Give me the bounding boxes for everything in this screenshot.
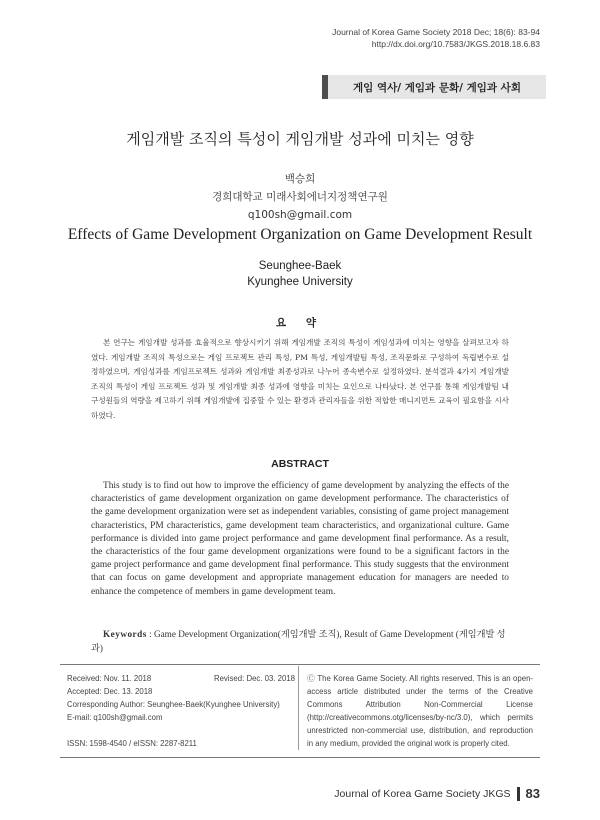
abstract-body-korean: 본 연구는 게임개발 성과를 효율적으로 향상시키기 위해 게임개발 조직의 특성이 게임성과에 미치는 영향을 살펴보고자 하였다. 게임개발 조직의 특성으로는 게임 프로젝트 관리 특성, PM 특성, 게임개발팀 특성, 조직문화로 구성하여 독립변수로 설정하였으며, 게임성과를 게임프로젝트 성과와 게임개발 최종성과로 나누어 종속변수로 설정하였다. 분석결과 4가지 게임개발 조직의 특성이 게임 프로젝트 성과 및 게임개발 최종 성과에 영향을 미치는 요인으로 나타났다. 본 연구를 통해 게임개발팀 내 구성원들의 역량을 제고하기 위해 게임개발에 집중할 수 있는 환경과 관리자들을 위한 적합한 매니지먼트 교육이 필요함을 시사하였다. bbox=[91, 338, 509, 420]
title-korean: 게임개발 조직의 특성이 게임개발 성과에 미치는 영향 bbox=[126, 130, 474, 148]
author-affiliation-english: Kyunghee University bbox=[247, 276, 353, 288]
corresponding-email: E-mail: q100sh@gmail.com bbox=[67, 713, 163, 722]
keywords-label: Keywords bbox=[103, 629, 147, 639]
author-name-korean: 백승희 bbox=[284, 173, 316, 185]
footer-bar bbox=[517, 787, 520, 801]
abstract-heading-english: ABSTRACT bbox=[271, 458, 329, 470]
journal-header bbox=[332, 26, 540, 50]
section-label: 게임 역사/ 게임과 문화/ 게임과 사회 bbox=[322, 75, 546, 99]
revised-date: Revised: Dec. 03. 2018 bbox=[213, 674, 295, 683]
info-divider bbox=[298, 666, 299, 750]
abstract-body-english: This study is to find out how to improve the efficiency of game development by analyzing the effects of the characteristics of game development organization on game development performance. The characteristics of the game development organization were set as independent variables, consisting of game project management characteristics, PM characteristics, game development team characteristics, and organizational culture. Game performance is divided into game project performance and game development final performance. As a result, the characteristics of the four game development organizations were found to be a significant factors in the game project performance and game development final performance. This study suggests that the environment that can focus on game development and appropriate management education for managers are needed to enhance the competence of members in game development team. bbox=[91, 481, 509, 597]
page-footer bbox=[334, 786, 540, 801]
author-email[interactable]: q100sh@gmail.com bbox=[247, 209, 353, 221]
journal-citation: Journal of Korea Game Society 2018 Dec; 18(6): 83-94 bbox=[332, 27, 540, 37]
author-block-english bbox=[0, 258, 600, 290]
issn: ISSN: 1598-4540 / eISSN: 2287-8211 bbox=[67, 739, 197, 748]
abstract-heading-korean: 요 약 bbox=[276, 317, 324, 329]
footer-journal: Journal of Korea Game Society JKGS bbox=[334, 787, 511, 800]
corresponding-author: Corresponding Author: Seunghee-Baek(Kyunghee University) bbox=[67, 700, 280, 709]
received-date: Received: Nov. 11. 2018 bbox=[67, 674, 152, 683]
info-bottom-rule bbox=[60, 757, 540, 758]
info-top-rule bbox=[60, 664, 540, 665]
keywords bbox=[91, 628, 509, 655]
author-affiliation-korean: 경희대학교 미래사회에너지정책연구원 bbox=[212, 191, 388, 203]
doi-link[interactable]: http://dx.doi.org/10.7583/JKGS.2018.18.6.83 bbox=[371, 39, 540, 49]
author-name-english: Seunghee-Baek bbox=[258, 260, 342, 272]
keywords-text: : Game Development Organization(게임개발 조직), Result of Game Development (게임개발 성과) bbox=[91, 629, 506, 653]
article-info bbox=[67, 672, 295, 750]
license-notice: Ⓒ The Korea Game Society. All rights reserved. This is an open-access article distributed under the terms of the Creative Commons Attribution Non-Commercial License (http://creativecommons.otg/licenses/by-nc/3.0), which permits unrestricted non-commercial use, distribution, and reproduction in any medium, provided the original work is properly cited. bbox=[307, 674, 533, 748]
accepted-date: Accepted: Dec. 13. 2018 bbox=[67, 687, 153, 696]
page-number: 83 bbox=[525, 786, 540, 801]
title-english: Effects of Game Development Organization on Game Development Result bbox=[67, 226, 533, 243]
author-block-korean bbox=[0, 170, 600, 224]
